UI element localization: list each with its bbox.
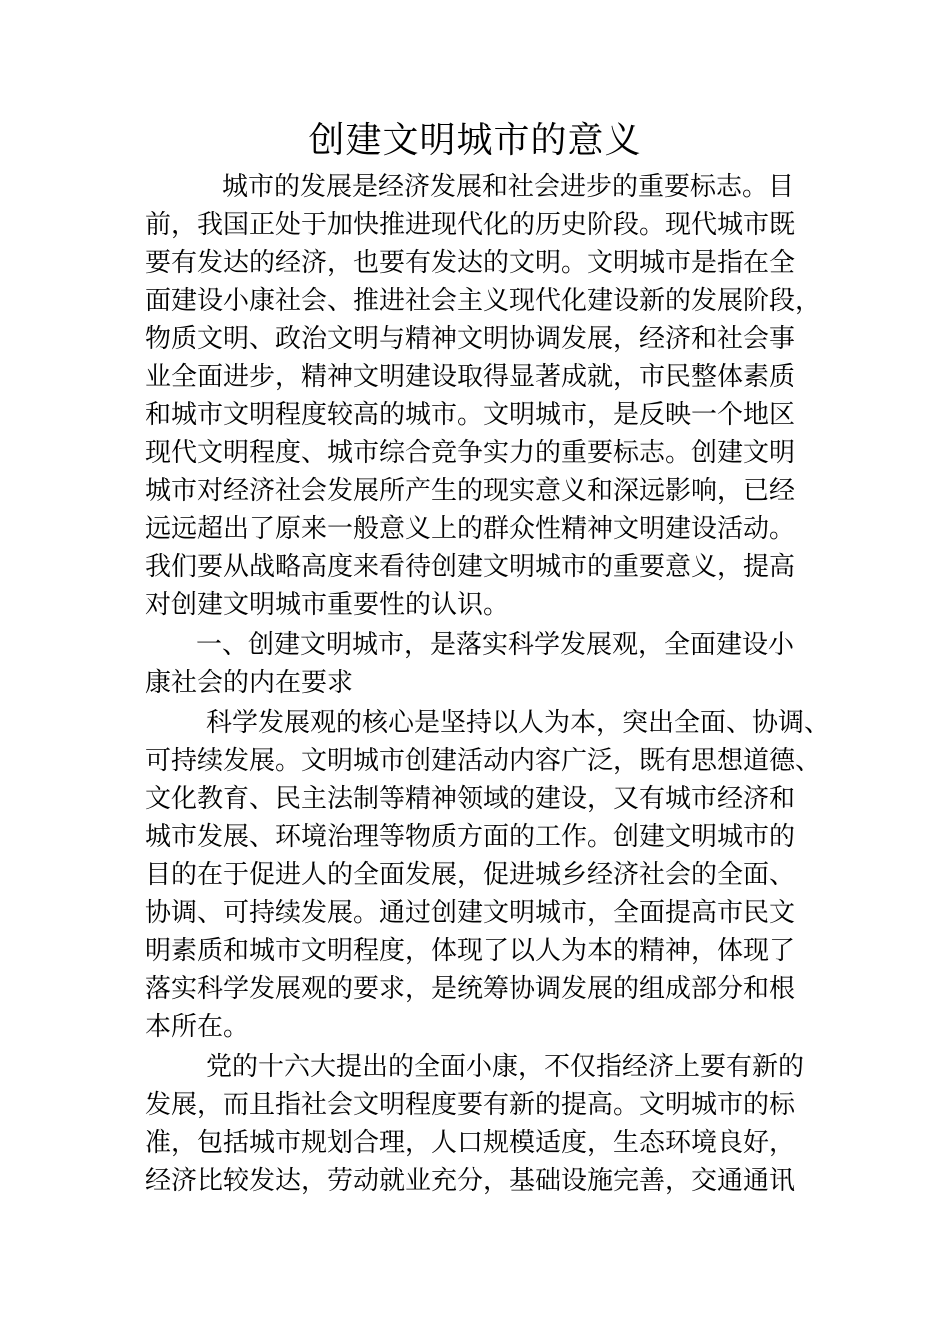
body-line: 目的在于促进人的全面发展，促进城乡经济社会的全面、 xyxy=(145,860,796,890)
body-line: 前，我国正处于加快推进现代化的历史阶段。现代城市既 xyxy=(145,210,796,240)
body-line: 面建设小康社会、推进社会主义现代化建设新的发展阶段， xyxy=(145,286,822,316)
body-line: 文化教育、民主法制等精神领域的建设，又有城市经济和 xyxy=(145,784,796,814)
body-line: 和城市文明程度较高的城市。文明城市，是反映一个地区 xyxy=(145,400,796,430)
body-line: 落实科学发展观的要求，是统筹协调发展的组成部分和根 xyxy=(145,974,796,1004)
body-line: 科学发展观的核心是坚持以人为本，突出全面、协调、 xyxy=(206,708,831,738)
body-line: 党的十六大提出的全面小康，不仅指经济上要有新的 xyxy=(206,1052,805,1082)
body-line: 协调、可持续发展。通过创建文明城市，全面提高市民文 xyxy=(145,898,796,928)
body-line: 我们要从战略高度来看待创建文明城市的重要意义，提高 xyxy=(145,552,796,582)
body-line: 经济比较发达，劳动就业充分，基础设施完善，交通通讯 xyxy=(145,1166,796,1196)
section-heading: 康社会的内在要求 xyxy=(145,668,354,698)
body-line: 业全面进步，精神文明建设取得显著成就，市民整体素质 xyxy=(145,362,796,392)
body-line: 物质文明、政治文明与精神文明协调发展，经济和社会事 xyxy=(145,324,796,354)
body-line: 准，包括城市规划合理，人口规模适度，生态环境良好， xyxy=(145,1128,796,1158)
body-line: 本所在。 xyxy=(145,1012,250,1042)
body-line: 可持续发展。文明城市创建活动内容广泛，既有思想道德、 xyxy=(145,746,822,776)
body-line: 城市发展、环境治理等物质方面的工作。创建文明城市的 xyxy=(145,822,796,852)
body-line: 明素质和城市文明程度，体现了以人为本的精神，体现了 xyxy=(145,936,796,966)
document-title: 创建文明城市的意义 xyxy=(308,120,642,161)
body-line: 城市的发展是经济发展和社会进步的重要标志。目 xyxy=(222,172,795,202)
body-line: 远远超出了原来一般意义上的群众性精神文明建设活动。 xyxy=(145,514,796,544)
section-heading: 一、创建文明城市，是落实科学发展观，全面建设小 xyxy=(196,630,795,660)
body-line: 要有发达的经济，也要有发达的文明。文明城市是指在全 xyxy=(145,248,796,278)
body-line: 城市对经济社会发展所产生的现实意义和深远影响，已经 xyxy=(145,476,796,506)
body-line: 对创建文明城市重要性的认识。 xyxy=(145,590,510,620)
body-line: 现代文明程度、城市综合竞争实力的重要标志。创建文明 xyxy=(145,438,796,468)
body-line: 发展，而且指社会文明程度要有新的提高。文明城市的标 xyxy=(145,1090,796,1120)
